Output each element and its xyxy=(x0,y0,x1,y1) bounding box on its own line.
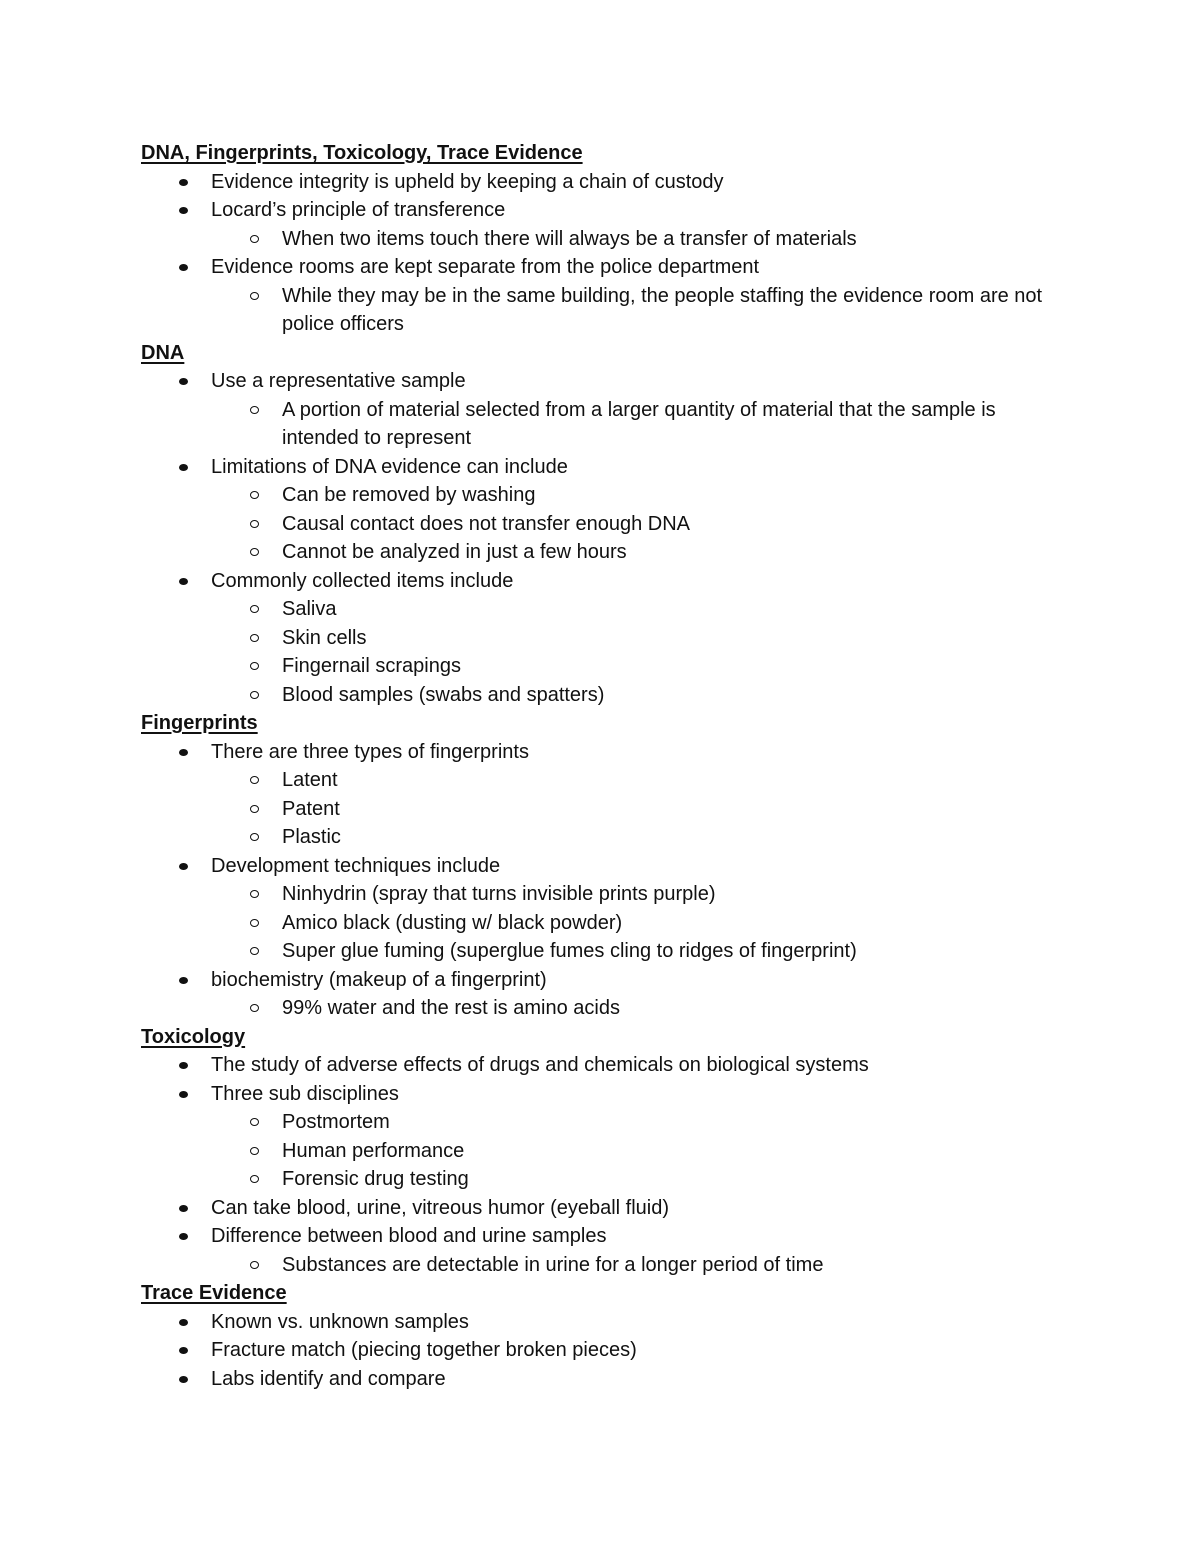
sub-list-item-text: Blood samples (swabs and spatters) xyxy=(282,683,605,706)
bullet-dot-icon xyxy=(179,378,188,385)
sub-list-item-text: Saliva xyxy=(282,598,337,620)
sub-list-item xyxy=(282,909,1061,938)
sub-bullet-list xyxy=(211,1251,1101,1280)
bullet-dot-icon xyxy=(179,207,188,214)
list-item xyxy=(141,1080,1101,1194)
list-item xyxy=(141,1365,1101,1394)
sub-list-item xyxy=(282,396,1061,453)
sub-list-item xyxy=(282,481,1061,510)
sub-bullet-list xyxy=(211,1108,1101,1194)
bullet-dot-icon xyxy=(179,1376,188,1383)
list-item xyxy=(141,966,1101,1023)
bullet-circle-icon xyxy=(250,605,259,613)
bullet-circle-icon xyxy=(250,691,259,699)
bullet-dot-icon xyxy=(179,1319,188,1326)
sub-list-item-text: Cannot be analyzed in just a few hours xyxy=(282,541,627,563)
sub-bullet-list xyxy=(211,481,1101,567)
bullet-circle-icon xyxy=(250,406,259,414)
sub-list-item xyxy=(282,766,1061,795)
sub-list-item xyxy=(282,225,1061,254)
bullet-circle-icon xyxy=(250,1261,259,1269)
bullet-dot-icon xyxy=(179,1347,188,1354)
list-item-text: Evidence integrity is upheld by keeping a chain of custody xyxy=(211,170,724,193)
sub-list-item-text: A portion of material selected from a larger quantity of material that the sample is intended to represent xyxy=(282,398,996,449)
sub-list-item xyxy=(282,595,1061,624)
sub-bullet-list xyxy=(211,766,1101,852)
sub-list-item-text: Latent xyxy=(282,769,338,791)
list-item-text: The study of adverse effects of drugs and chemicals on biological systems xyxy=(211,1054,869,1076)
list-item xyxy=(141,453,1101,567)
list-item-text: Limitations of DNA evidence can include xyxy=(211,455,568,478)
sub-list-item xyxy=(282,937,1061,966)
list-item xyxy=(141,367,1101,453)
sub-list-item xyxy=(282,1251,1061,1280)
list-item-text: There are three types of fingerprints xyxy=(211,740,529,763)
sub-list-item xyxy=(282,681,1061,710)
bullet-dot-icon xyxy=(179,1205,188,1212)
sub-list-item-text: Skin cells xyxy=(282,626,367,649)
bullet-dot-icon xyxy=(179,578,188,585)
bullet-dot-icon xyxy=(179,464,188,471)
sub-list-item-text: Ninhydrin (spray that turns invisible prints purple) xyxy=(282,883,716,905)
bullet-list xyxy=(141,1051,1101,1279)
list-item xyxy=(141,168,1101,197)
list-item-text: Development techniques include xyxy=(211,854,501,877)
section-heading: DNA xyxy=(141,341,185,364)
list-item xyxy=(141,196,1101,253)
bullet-circle-icon xyxy=(250,491,259,499)
sub-list-item-text: Can be removed by washing xyxy=(282,484,536,506)
bullet-dot-icon xyxy=(179,1091,188,1098)
bullet-dot-icon xyxy=(179,863,188,870)
bullet-dot-icon xyxy=(179,264,188,271)
bullet-circle-icon xyxy=(250,548,259,556)
sub-bullet-list xyxy=(211,225,1101,254)
list-item xyxy=(141,1336,1101,1365)
sub-list-item-text: Super glue fuming (superglue fumes cling to ridges of fingerprint) xyxy=(282,940,857,962)
bullet-list xyxy=(141,168,1101,339)
sub-list-item-text: Fingernail scrapings xyxy=(282,655,461,677)
list-item-text: Labs identify and compare xyxy=(211,1367,446,1390)
sub-list-item-text: 99% water and the rest is amino acids xyxy=(282,997,620,1019)
sub-bullet-list xyxy=(211,595,1101,709)
sub-list-item xyxy=(282,880,1061,909)
bullet-circle-icon xyxy=(250,1004,259,1012)
sub-list-item xyxy=(282,1108,1061,1137)
bullet-list xyxy=(141,738,1101,1023)
list-item-text: Fracture match (piecing together broken pieces) xyxy=(211,1339,637,1361)
bullet-circle-icon xyxy=(250,634,259,642)
sub-list-item xyxy=(282,282,1061,339)
bullet-circle-icon xyxy=(250,805,259,813)
list-item-text: Commonly collected items include xyxy=(211,569,514,592)
sub-list-item-text: Forensic drug testing xyxy=(282,1168,469,1190)
list-item xyxy=(141,1194,1101,1223)
bullet-circle-icon xyxy=(250,890,259,898)
sub-bullet-list xyxy=(211,282,1101,339)
sub-list-item xyxy=(282,624,1061,653)
document-body xyxy=(141,139,1101,1393)
sub-list-item-text: While they may be in the same building, the people staffing the evidence room are not police officers xyxy=(282,284,1043,335)
list-item-text: Locard’s principle of transference xyxy=(211,199,506,221)
sub-list-item-text: Postmortem xyxy=(282,1111,390,1133)
sub-list-item-text: Causal contact does not transfer enough DNA xyxy=(282,512,691,535)
bullet-circle-icon xyxy=(250,520,259,528)
sub-list-item-text: Patent xyxy=(282,797,340,820)
sub-list-item xyxy=(282,1165,1061,1194)
sub-list-item-text: Human performance xyxy=(282,1139,465,1162)
list-item-text: Difference between blood and urine samples xyxy=(211,1225,607,1247)
list-item xyxy=(141,253,1101,339)
list-item xyxy=(141,1222,1101,1279)
sub-list-item xyxy=(282,823,1061,852)
bullet-list xyxy=(141,1308,1101,1394)
sub-list-item xyxy=(282,994,1061,1023)
bullet-circle-icon xyxy=(250,1175,259,1183)
bullet-circle-icon xyxy=(250,919,259,927)
bullet-dot-icon xyxy=(179,977,188,984)
bullet-circle-icon xyxy=(250,292,259,300)
bullet-list xyxy=(141,367,1101,709)
section-heading: DNA, Fingerprints, Toxicology, Trace Evidence xyxy=(141,142,583,164)
list-item xyxy=(141,852,1101,966)
sub-bullet-list xyxy=(211,880,1101,966)
sub-bullet-list xyxy=(211,396,1101,453)
sub-list-item-text: Plastic xyxy=(282,826,341,848)
sub-list-item-text: Amico black (dusting w/ black powder) xyxy=(282,911,623,934)
section-heading: Fingerprints xyxy=(141,712,258,734)
bullet-dot-icon xyxy=(179,1062,188,1069)
list-item xyxy=(141,738,1101,852)
sub-list-item-text: When two items touch there will always be a transfer of materials xyxy=(282,227,857,250)
bullet-circle-icon xyxy=(250,1147,259,1155)
bullet-circle-icon xyxy=(250,662,259,670)
list-item-text: Evidence rooms are kept separate from the police department xyxy=(211,256,760,278)
sub-list-item xyxy=(282,652,1061,681)
bullet-dot-icon xyxy=(179,749,188,756)
bullet-dot-icon xyxy=(179,1233,188,1240)
bullet-circle-icon xyxy=(250,235,259,243)
sub-list-item xyxy=(282,538,1061,567)
bullet-circle-icon xyxy=(250,776,259,784)
sub-list-item-text: Substances are detectable in urine for a longer period of time xyxy=(282,1253,824,1276)
sub-list-item xyxy=(282,1137,1061,1166)
section-heading: Trace Evidence xyxy=(141,1282,287,1304)
section-heading: Toxicology xyxy=(141,1025,246,1048)
list-item-text: Three sub disciplines xyxy=(211,1082,399,1105)
list-item-text: Known vs. unknown samples xyxy=(211,1310,469,1333)
bullet-dot-icon xyxy=(179,179,188,186)
bullet-circle-icon xyxy=(250,1118,259,1126)
list-item-text: Use a representative sample xyxy=(211,370,466,392)
list-item xyxy=(141,1051,1101,1080)
list-item xyxy=(141,567,1101,710)
bullet-circle-icon xyxy=(250,947,259,955)
sub-bullet-list xyxy=(211,994,1101,1023)
sub-list-item xyxy=(282,510,1061,539)
sub-list-item xyxy=(282,795,1061,824)
list-item-text: Can take blood, urine, vitreous humor (eyeball fluid) xyxy=(211,1196,670,1219)
bullet-circle-icon xyxy=(250,833,259,841)
list-item-text: biochemistry (makeup of a fingerprint) xyxy=(211,968,547,991)
list-item xyxy=(141,1308,1101,1337)
